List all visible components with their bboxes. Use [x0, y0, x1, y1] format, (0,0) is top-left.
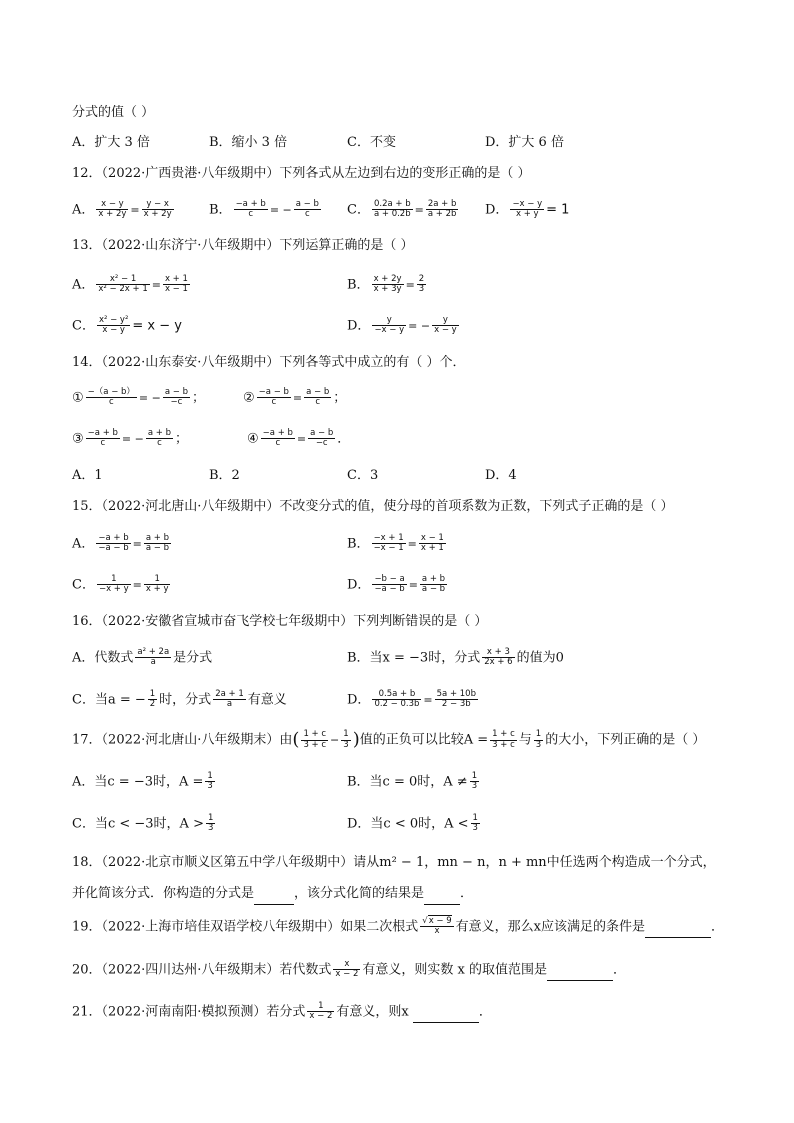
fraction: $\frac{1}{3}$ [471, 771, 478, 792]
fraction: $\frac{a + b}{a - b}$ [421, 574, 446, 595]
fraction: $\frac{a - b}{c}$ [306, 387, 330, 408]
q17-option-b: B．当c = 0时，A ≠ $\frac{1}{3}$ [347, 771, 478, 792]
q12-option-d: D． $\frac{-x - y}{x + y}$ = 1 [485, 199, 570, 220]
fraction: $\frac{a + b}{c}$ [147, 428, 171, 449]
q12-stem: 12．（2022·广西贵港·八年级期中）下列各式从左边到右边的变形正确的是（ ） [72, 166, 531, 181]
q16-stem: 16．（2022·安徽省宣城市奋飞学校七年级期中）下列判断错误的是（ ） [72, 614, 488, 629]
fraction: $\frac{x - 1}{x + 1}$ [420, 533, 444, 554]
q14-option-b: B．2 [209, 468, 240, 483]
q13-option-c: C． $\frac{\text{x² − y²}}{x - y}$ = x − y [72, 315, 182, 336]
fraction: $\frac{2a + b}{a + 2b}$ [427, 199, 457, 220]
q14-equation-4: ④ $\frac{-a + b}{c}$ = $\frac{a - b}{-c}$ ． [247, 428, 351, 449]
answer-blank[interactable] [547, 960, 613, 981]
q11-option-b: B．缩小 3 倍 [209, 135, 288, 150]
option-label: A． [72, 536, 95, 552]
q11-stem-tail: 分式的值（ ） [72, 105, 155, 120]
fraction: $\frac{\text{x² − y²}}{x - y}$ [98, 315, 129, 336]
q11-option-c: C．不变 [347, 135, 396, 150]
fraction: $\frac{a - b}{-c}$ [164, 387, 188, 408]
fraction: $\frac{1}{3}$ [343, 729, 349, 750]
fraction: $\frac{1}{2}$ [149, 689, 156, 710]
q18-line-1: 18．（2022·北京市顺义区第五中学八年级期中）请从m² − 1，mn − n，n + mn中任选两个构造成一个分式， [72, 855, 716, 870]
fraction: $\frac{1}{3}$ [535, 729, 542, 750]
option-label: C． [72, 577, 95, 593]
q15-option-d: D． $\frac{-b - a}{-a - b}$ = $\frac{a + b}{a - b}$ [347, 574, 446, 595]
q12-option-c: C． $\frac{0.2a + b}{a + 0.2b}$ = $\frac{2a + b}{a + 2b}$ [347, 199, 457, 220]
q16-option-d: D． $\frac{0.5a + b}{0.2 - 0.3b}$ = $\frac{5a + 10b}{2 - 3b}$ [347, 689, 476, 710]
q18-line-2: 并化简该分式．你构造的分式是 ，该分式化简的结果是 ． [72, 884, 473, 905]
fraction: $\frac{2a + 1}{a}$ [215, 689, 244, 710]
option-label: D． [485, 202, 509, 218]
q13-stem: 13．（2022·山东济宁·八年级期中）下列运算正确的是（ ） [72, 238, 414, 253]
fraction: $\frac{1}{3}$ [472, 813, 478, 834]
option-label: B． [347, 277, 370, 293]
q13-option-a: A． $\frac{\text{x² − 1}}{\text{x² − 2x + 1}}$ = $\frac{x + 1}{x - 1}$ [72, 274, 188, 295]
option-label: C． [347, 202, 370, 218]
option-label: A． [72, 277, 95, 293]
q11-option-a: A．扩大 3 倍 [72, 135, 150, 150]
option-label: B． [347, 536, 370, 552]
fraction: $\frac{\text{a² + 2a}}{a}$ [137, 647, 170, 668]
fraction: $\frac{-x - y}{x + y}$ [512, 199, 543, 220]
q21-stem: 21．（2022·河南南阳·模拟预测）若分式 $\frac{1}{x - 2}$ 有意义，则x ． [72, 1001, 492, 1022]
fraction: $\frac{5a + 10b}{2 - 3b}$ [436, 689, 476, 710]
fraction: $\frac{a - b}{-c}$ [310, 428, 334, 449]
q14-equation-1: ① $\frac{-(a - b)}{c}$ = − $\frac{a - b}{-c}$ ； [72, 387, 206, 408]
q12-option-a: A． $\frac{x - y}{x + 2y}$ = $\frac{y - x}{x + 2y}$ [72, 199, 172, 220]
fraction: $\frac{y}{x - y}$ [434, 315, 457, 336]
fraction: $\frac{1}{x + y}$ [145, 574, 169, 595]
answer-blank[interactable] [254, 884, 294, 905]
fraction: $\frac{1}{3}$ [207, 771, 213, 792]
fraction: $\frac{-a + b}{-a - b}$ [98, 533, 129, 554]
option-label: D． [347, 577, 371, 593]
q17-stem: 17．（2022·河北唐山·八年级期末）由( $\frac{1 + c}{3 + c}$ − $\frac{1}{3}$ )值的正负可以比较A = $\frac{1 + c}{3 + c}$ 与 $\frac{1}{3}$ 的大小，下列正确的是（ ） [72, 729, 706, 750]
q14-equation-3: ③ $\frac{-a + b}{c}$ = − $\frac{a + b}{c}$ ； [72, 428, 189, 449]
answer-blank[interactable] [413, 1002, 479, 1023]
fraction: $\frac{y}{-x - y}$ [374, 315, 405, 336]
q20-stem: 20．（2022·四川达州·八年级期末）若代数式 $\frac{x}{x - 2}$ 有意义，则实数 x 的取值范围是 ． [72, 959, 626, 980]
fraction: $\frac{-x + 1}{-x - 1}$ [373, 533, 404, 554]
fraction: $\frac{x + 3}{2x + 6}$ [484, 647, 513, 668]
fraction: $\frac{0.5a + b}{0.2 - 0.3b}$ [374, 689, 420, 710]
q16-option-b: B．当x = −3时，分式 $\frac{x + 3}{2x + 6}$ 的值为0 [347, 647, 564, 668]
fraction: $\frac{-a - b}{c}$ [258, 387, 289, 408]
q13-option-b: B． $\frac{x + 2y}{x + 3y}$ = $\frac{2}{3}$ [347, 274, 425, 295]
q14-option-a: A．1 [72, 468, 103, 483]
fraction: $\frac{y - x}{x + 2y}$ [143, 199, 172, 220]
fraction: $\frac{√x - 9}{x}$ [422, 916, 452, 937]
fraction: $\frac{1}{x - 2}$ [309, 1001, 333, 1022]
fraction: $\frac{\text{x² − 1}}{\text{x² − 2x + 1}}$ [98, 274, 148, 295]
q19-stem: 19．（2022·上海市培佳双语学校八年级期中）如果二次根式 $\frac{√x - 9}{x}$ 有意义，那么x应该满足的条件是 ． [72, 916, 725, 937]
q17-option-a: A．当c = −3时，A = $\frac{1}{3}$ [72, 771, 213, 792]
fraction: $\frac{1}{-x + y}$ [98, 574, 129, 595]
answer-blank[interactable] [424, 884, 460, 905]
fraction: $\frac{a + b}{a - b}$ [145, 533, 170, 554]
fraction: $\frac{-a + b}{c}$ [235, 199, 266, 220]
fraction: $\frac{1}{3}$ [207, 813, 214, 834]
fraction: $\frac{x + 1}{x - 1}$ [164, 274, 188, 295]
option-label: D． [347, 692, 371, 708]
option-label: B． [209, 202, 232, 218]
q12-option-b: B． $\frac{-a + b}{c}$ = − $\frac{a - b}{c}$ [209, 199, 319, 220]
q17-option-c: C．当c < −3时，A > $\frac{1}{3}$ [72, 813, 214, 834]
fraction: $\frac{1 + c}{3 + c}$ [303, 729, 327, 750]
q15-option-c: C． $\frac{1}{-x + y}$ = $\frac{1}{x + y}$ [72, 574, 169, 595]
q15-option-a: A． $\frac{-a + b}{-a - b}$ = $\frac{a + b}{a - b}$ [72, 533, 170, 554]
fraction: $\frac{x - y}{x + 2y}$ [98, 199, 127, 220]
fraction: $\frac{-a + b}{c}$ [87, 428, 118, 449]
answer-blank[interactable] [645, 917, 711, 938]
fraction: $\frac{x}{x - 2}$ [335, 959, 359, 980]
option-label: C． [72, 318, 95, 334]
q15-option-b: B． $\frac{-x + 1}{-x - 1}$ = $\frac{x - 1}{x + 1}$ [347, 533, 444, 554]
option-label: D． [347, 318, 371, 334]
fraction: $\frac{-(a - b)}{c}$ [87, 387, 135, 408]
fraction: $\frac{x + 2y}{x + 3y}$ [373, 274, 402, 295]
q14-option-c: C．3 [347, 468, 379, 483]
q16-option-c: C．当a = − $\frac{1}{2}$ 时，分式 $\frac{2a + 1}{a}$ 有意义 [72, 689, 287, 710]
q13-option-d: D． $\frac{y}{-x - y}$ = − $\frac{y}{x - y}$ [347, 315, 457, 336]
q14-option-d: D．4 [485, 468, 517, 483]
q16-option-a: A．代数式 $\frac{\text{a² + 2a}}{a}$ 是分式 [72, 647, 213, 668]
q11-option-d: D．扩大 6 倍 [485, 135, 564, 150]
fraction: $\frac{0.2a + b}{a + 0.2b}$ [373, 199, 411, 220]
fraction: $\frac{-b - a}{-a - b}$ [374, 574, 405, 595]
fraction: $\frac{a - b}{c}$ [295, 199, 319, 220]
fraction: $\frac{-a + b}{c}$ [262, 428, 293, 449]
fraction: $\frac{1 + c}{3 + c}$ [492, 729, 515, 750]
q15-stem: 15．（2022·河北唐山·八年级期中）不改变分式的值，使分母的首项系数为正数，下列式子正确的是（ ） [72, 499, 674, 514]
q14-equation-2: ② $\frac{-a - b}{c}$ = $\frac{a - b}{c}$ ； [243, 387, 347, 408]
q17-option-d: D．当c < 0时，A < $\frac{1}{3}$ [347, 813, 478, 834]
q14-stem: 14．（2022·山东泰安·八年级期中）下列各等式中成立的有（ ）个． [72, 355, 466, 370]
option-label: A． [72, 202, 95, 218]
fraction: $\frac{2}{3}$ [418, 274, 425, 295]
